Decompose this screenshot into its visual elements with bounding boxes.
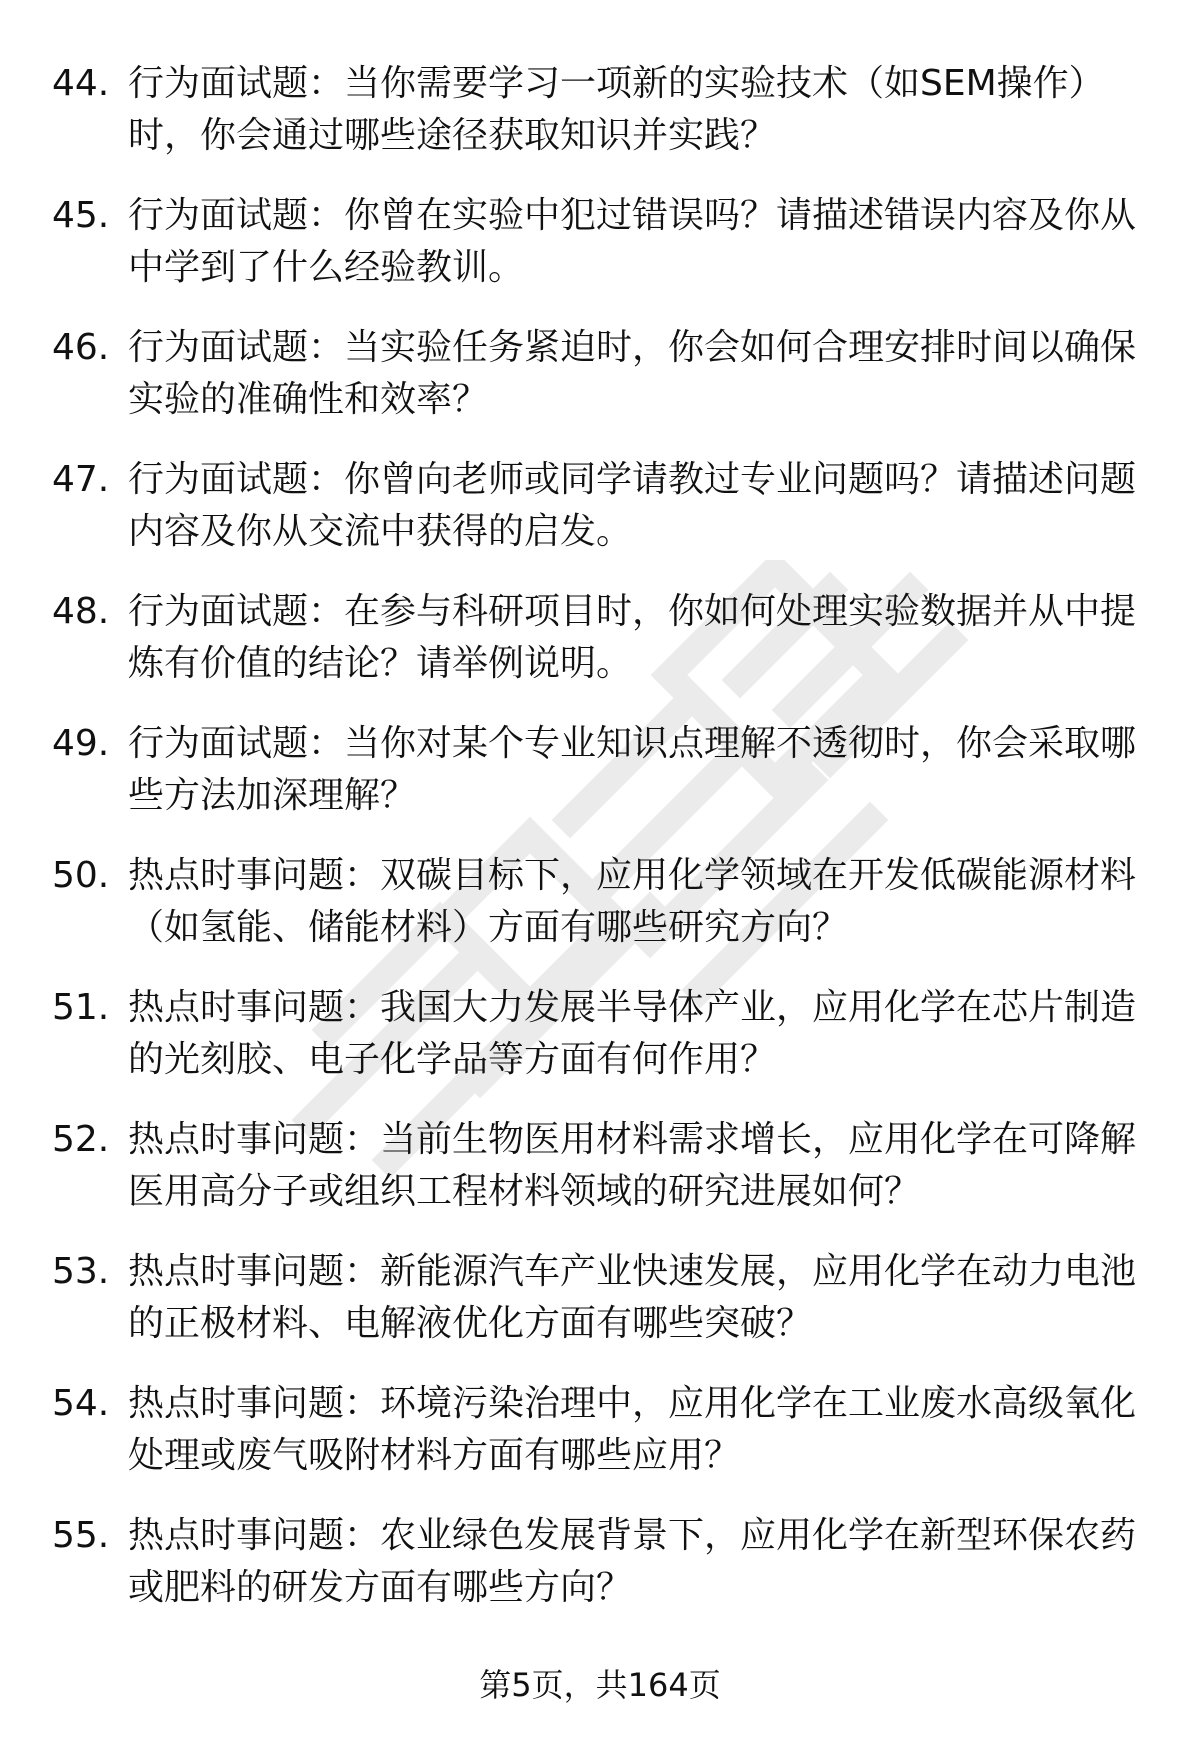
question-text: 行为面试题：当实验任务紧迫时，你会如何合理安排时间以确保实验的准确性和效率？ (128, 327, 1137, 420)
list-item (52, 58, 1152, 190)
page-footer: 第5页，共164页 (479, 1666, 721, 1704)
question-number: 51. (52, 987, 110, 1028)
list-item (52, 1114, 1152, 1246)
list-item (52, 454, 1152, 586)
question-text: 行为面试题：当你对某个专业知识点理解不透彻时，你会采取哪些方法加深理解？ (128, 723, 1137, 816)
list-item (52, 850, 1152, 982)
question-text: 热点时事问题：环境污染治理中，应用化学在工业废水高级氧化处理或废气吸附材料方面有哪些应用？ (128, 1383, 1137, 1476)
list-item (52, 1510, 1152, 1642)
question-number: 54. (52, 1383, 110, 1424)
question-text: 热点时事问题：我国大力发展半导体产业，应用化学在芯片制造的光刻胶、电子化学品等方面有何作用？ (128, 987, 1137, 1080)
question-text: 行为面试题：当你需要学习一项新的实验技术（如SEM操作）时，你会通过哪些途径获取知识并实践？ (128, 63, 1105, 156)
question-number: 49. (52, 723, 110, 764)
question-number: 44. (52, 63, 110, 104)
question-text: 行为面试题：你曾向老师或同学请教过专业问题吗？请描述问题内容及你从交流中获得的启发。 (128, 459, 1137, 552)
list-item (52, 718, 1152, 850)
list-item (52, 586, 1152, 718)
question-text: 热点时事问题：当前生物医用材料需求增长，应用化学在可降解医用高分子或组织工程材料领域的研究进展如何？ (128, 1119, 1137, 1212)
question-text: 热点时事问题：双碳目标下，应用化学领域在开发低碳能源材料（如氢能、储能材料）方面有哪些研究方向？ (128, 855, 1137, 948)
question-number: 45. (52, 195, 110, 236)
list-item (52, 322, 1152, 454)
question-text: 行为面试题：在参与科研项目时，你如何处理实验数据并从中提炼有价值的结论？请举例说明。 (128, 591, 1137, 684)
question-text: 行为面试题：你曾在实验中犯过错误吗？请描述错误内容及你从中学到了什么经验教训。 (128, 195, 1137, 288)
list-item (52, 1378, 1152, 1510)
question-number: 48. (52, 591, 110, 632)
question-text: 热点时事问题：新能源汽车产业快速发展，应用化学在动力电池的正极材料、电解液优化方面有哪些突破？ (128, 1251, 1137, 1344)
question-number: 50. (52, 855, 110, 896)
question-number: 52. (52, 1119, 110, 1160)
question-number: 55. (52, 1515, 110, 1556)
question-number: 46. (52, 327, 110, 368)
list-item (52, 190, 1152, 322)
question-text: 热点时事问题：农业绿色发展背景下，应用化学在新型环保农药或肥料的研发方面有哪些方向？ (128, 1515, 1137, 1608)
question-number: 47. (52, 459, 110, 500)
list-item (52, 1246, 1152, 1378)
list-item (52, 982, 1152, 1114)
question-number: 53. (52, 1251, 110, 1292)
question-list (52, 58, 1152, 1642)
